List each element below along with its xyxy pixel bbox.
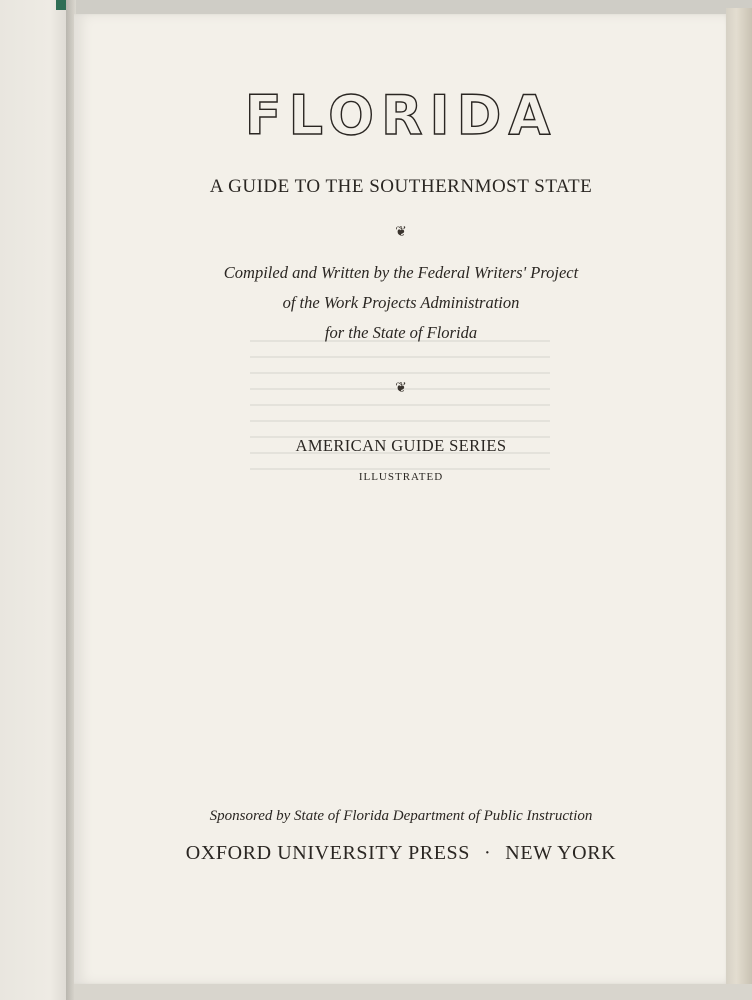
title-page [74,14,728,984]
credit-line: for the State of Florida [324,323,478,342]
imprint-line [74,842,728,865]
imprint-separator: · [484,842,492,864]
credit-line: of the Work Projects Administration [282,293,520,312]
publisher-city: NEW YORK [505,842,617,864]
book-title: FLORIDA [74,84,728,147]
facing-page [0,0,72,1000]
bottom-edge [74,984,752,1000]
credit-line: Compiled and Written by the Federal Writers' Project [223,263,579,282]
ornament-icon: ❦ [395,225,407,240]
publisher-name: OXFORD UNIVERSITY PRESS [185,842,471,864]
series-name: AMERICAN GUIDE SERIES [295,436,507,455]
book-subtitle: A GUIDE TO THE SOUTHERNMOST STATE [209,176,593,197]
sponsor-line: Sponsored by State of Florida Department of Public Instruction [209,808,593,824]
credit-block [74,258,728,348]
ornament-icon: ❦ [395,381,407,396]
page-edges [726,8,752,988]
illustrated-label: ILLUSTRATED [358,471,444,483]
